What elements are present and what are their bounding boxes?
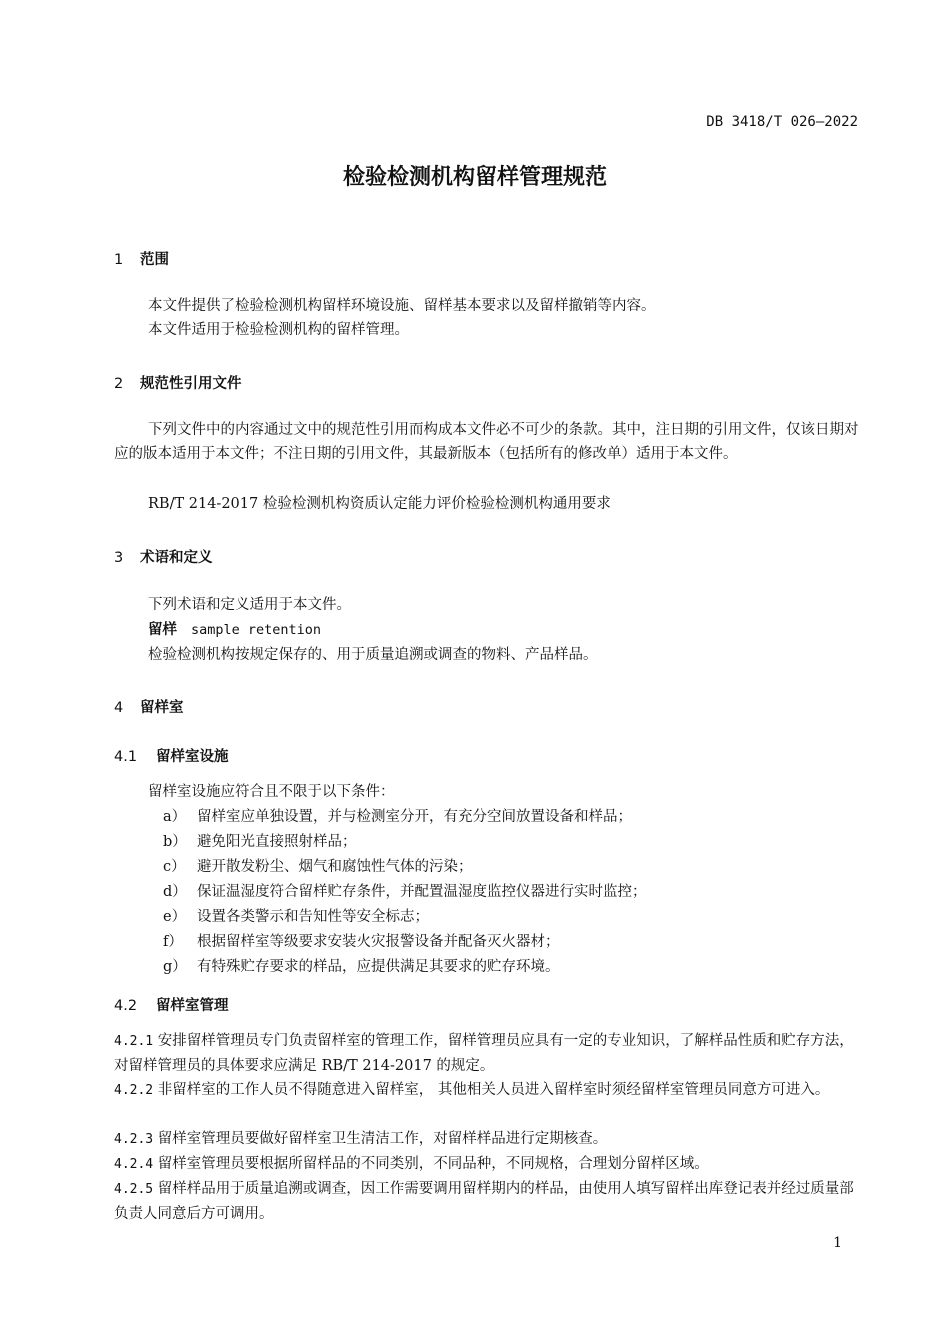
paragraph: 本文件适用于检验检测机构的留样管理。 — [148, 322, 409, 338]
clause-number: 4.2.5 — [114, 1182, 154, 1197]
list-item — [163, 830, 357, 854]
section-1-heading — [114, 248, 169, 269]
paragraph: 下列文件中的内容通过文中的规范性引用而构成本文件必不可少的条款。其中，注日期的引用文件，仅该日期对应的版本适用于本文件；不注日期的引用文件，其最新版本（包括所有的修改单）适用于本文件。 — [114, 422, 859, 462]
list-item — [163, 955, 560, 979]
list-marker: b） — [163, 834, 187, 850]
section-number: 3 — [114, 550, 124, 566]
term-definition: 检验检测机构按规定保存的、用于质量追溯或调查的物料、产品样品。 — [148, 647, 598, 663]
list-marker: g） — [163, 959, 187, 975]
section-number: 2 — [114, 376, 124, 392]
subsection-number: 4.1 — [114, 749, 138, 765]
normative-reference: RB/T 214-2017 检验检测机构资质认定能力评价检验检测机构通用要求 — [148, 496, 611, 512]
subsection-4-2-heading — [114, 994, 229, 1015]
section-title: 规范性引用文件 — [140, 376, 242, 392]
list-item — [163, 880, 647, 904]
section-title: 留样室 — [140, 700, 184, 716]
document-code: DB 3418/T 026—2022 — [706, 114, 858, 130]
list-item — [163, 805, 632, 829]
section-3-heading — [114, 546, 213, 567]
clause-text: 非留样室的工作人员不得随意进入留样室， 其他相关人员进入留样室时须经留样室管理员同意方可进入。 — [157, 1082, 830, 1098]
list-marker: d） — [163, 884, 187, 900]
subsection-number: 4.2 — [114, 998, 138, 1014]
list-text: 根据留样室等级要求安装火灾报警设备并配备灭火器材； — [197, 934, 560, 950]
section-2-heading — [114, 372, 242, 393]
list-marker: e） — [163, 909, 187, 925]
clause — [114, 1078, 859, 1103]
term-chinese: 留样 — [148, 622, 177, 638]
list-text: 避免阳光直接照射样品； — [197, 834, 357, 850]
list-item — [163, 905, 429, 929]
section-number: 1 — [114, 252, 124, 268]
paragraph: 本文件提供了检验检测机构留样环境设施、留样基本要求以及留样撤销等内容。 — [148, 298, 656, 314]
list-item — [163, 930, 560, 954]
list-text: 有特殊贮存要求的样品，应提供满足其要求的贮存环境。 — [197, 959, 560, 975]
subsection-4-1-heading — [114, 745, 229, 766]
list-text: 避开散发粉尘、烟气和腐蚀性气体的污染； — [197, 859, 473, 875]
paragraph: 下列术语和定义适用于本文件。 — [148, 597, 351, 613]
clause-number: 4.2.1 — [114, 1034, 154, 1049]
clause-number: 4.2.2 — [114, 1083, 154, 1098]
clause — [114, 1152, 859, 1177]
clause-number: 4.2.3 — [114, 1132, 154, 1147]
clause-text: 安排留样管理员专门负责留样室的管理工作，留样管理员应具有一定的专业知识，了解样品性质和贮存方法，对留样管理员的具体要求应满足 RB/T 214-2017 的规定。 — [114, 1033, 854, 1074]
page-number: 1 — [833, 1235, 842, 1251]
subsection-title: 留样室管理 — [156, 998, 229, 1014]
subsection-title: 留样室设施 — [156, 749, 229, 765]
term-entry — [148, 618, 321, 642]
term-english: sample retention — [191, 622, 322, 638]
clause-number: 4.2.4 — [114, 1157, 154, 1172]
section-number: 4 — [114, 700, 124, 716]
paragraph: 留样室设施应符合且不限于以下条件： — [148, 784, 395, 800]
clause-text: 留样样品用于质量追溯或调查，因工作需要调用留样期内的样品，由使用人填写留样出库登记表并经过质量部负责人同意后方可调用。 — [114, 1181, 854, 1222]
clause-text: 留样室管理员要做好留样室卫生清洁工作，对留样样品进行定期核查。 — [157, 1131, 608, 1147]
list-marker: c） — [163, 859, 186, 875]
section-4-heading — [114, 696, 184, 717]
list-text: 保证温湿度符合留样贮存条件，并配置温湿度监控仪器进行实时监控； — [197, 884, 647, 900]
section-title: 术语和定义 — [140, 550, 213, 566]
clause — [114, 1029, 859, 1078]
clause-text: 留样室管理员要根据所留样品的不同类别，不同品种，不同规格，合理划分留样区域。 — [157, 1156, 709, 1172]
section-title: 范围 — [140, 252, 169, 268]
document-title: 检验检测机构留样管理规范 — [342, 165, 607, 190]
clause — [114, 1127, 859, 1152]
list-marker: f） — [163, 934, 183, 950]
list-text: 设置各类警示和告知性等安全标志； — [197, 909, 429, 925]
clause — [114, 1177, 859, 1226]
list-item — [163, 855, 473, 879]
list-marker: a） — [163, 809, 187, 825]
list-text: 留样室应单独设置，并与检测室分开，有充分空间放置设备和样品； — [197, 809, 632, 825]
